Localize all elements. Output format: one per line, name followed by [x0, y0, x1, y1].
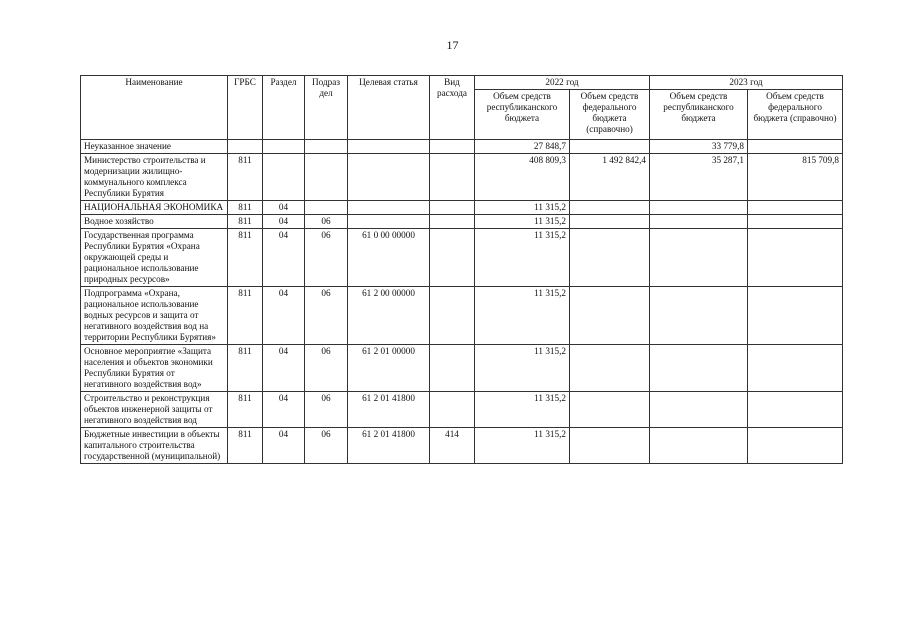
cell-razdel [263, 140, 305, 154]
cell-target [348, 201, 430, 215]
cell-name: Неуказанное значение [81, 140, 228, 154]
cell-target [348, 140, 430, 154]
cell-rep-2022: 11 315,2 [475, 229, 570, 287]
header-rep-budget-2023: Объем средств республиканского бюджета [650, 90, 748, 140]
cell-grbs: 811 [228, 287, 263, 345]
cell-podrazdel: 06 [305, 287, 348, 345]
header-year-2023: 2023 год [650, 76, 843, 90]
table-row [81, 201, 843, 215]
table-row [81, 392, 843, 428]
header-grbs: ГРБС [228, 76, 263, 140]
cell-fed-2022 [570, 201, 650, 215]
cell-rep-2022: 11 315,2 [475, 428, 570, 464]
cell-fed-2022 [570, 428, 650, 464]
cell-razdel: 04 [263, 201, 305, 215]
cell-rep-2022: 11 315,2 [475, 287, 570, 345]
cell-rep-2023 [650, 215, 748, 229]
cell-rep-2022: 408 809,3 [475, 154, 570, 201]
cell-target: 61 2 00 00000 [348, 287, 430, 345]
header-fed-budget-2022: Объем средств федерального бюджета (справочно) [570, 90, 650, 140]
header-name: Наименование [81, 76, 228, 140]
cell-name: Бюджетные инвестиции в объекты капитального строительства государственной (муниципальной) [81, 428, 228, 464]
cell-fed-2022 [570, 345, 650, 392]
cell-target: 61 0 00 00000 [348, 229, 430, 287]
cell-fed-2022 [570, 140, 650, 154]
cell-grbs: 811 [228, 201, 263, 215]
table-row [81, 345, 843, 392]
header-rep-budget-2022: Объем средств республиканского бюджета [475, 90, 570, 140]
cell-rep-2023 [650, 345, 748, 392]
cell-name: Строительство и реконструкция объектов инженерной защиты от негативного воздействия вод [81, 392, 228, 428]
cell-rep-2023 [650, 229, 748, 287]
cell-razdel: 04 [263, 215, 305, 229]
header-target: Целевая статья [348, 76, 430, 140]
table-row [81, 215, 843, 229]
cell-podrazdel: 06 [305, 428, 348, 464]
cell-target: 61 2 01 41800 [348, 392, 430, 428]
cell-razdel: 04 [263, 345, 305, 392]
cell-vid [430, 140, 475, 154]
cell-vid [430, 215, 475, 229]
cell-name: НАЦИОНАЛЬНАЯ ЭКОНОМИКА [81, 201, 228, 215]
cell-grbs: 811 [228, 154, 263, 201]
cell-podrazdel [305, 140, 348, 154]
cell-razdel: 04 [263, 392, 305, 428]
cell-target: 61 2 01 41800 [348, 428, 430, 464]
table-row [81, 428, 843, 464]
cell-podrazdel: 06 [305, 345, 348, 392]
cell-vid [430, 154, 475, 201]
header-vid: Вид расхода [430, 76, 475, 140]
cell-fed-2023 [748, 345, 843, 392]
cell-fed-2023 [748, 140, 843, 154]
cell-grbs: 811 [228, 215, 263, 229]
cell-fed-2022: 1 492 842,4 [570, 154, 650, 201]
cell-fed-2023 [748, 215, 843, 229]
cell-grbs: 811 [228, 392, 263, 428]
cell-rep-2023: 33 779,8 [650, 140, 748, 154]
cell-name: Водное хозяйство [81, 215, 228, 229]
cell-fed-2022 [570, 229, 650, 287]
cell-rep-2022: 11 315,2 [475, 392, 570, 428]
cell-razdel: 04 [263, 428, 305, 464]
cell-target [348, 215, 430, 229]
header-podrazdel: Подраз дел [305, 76, 348, 140]
cell-name: Государственная программа Республики Бурятия «Охрана окружающей среды и рациональное использование природных ресурсов» [81, 229, 228, 287]
cell-name: Министерство строительства и модернизации жилищно-коммунального комплекса Республики Бурятия [81, 154, 228, 201]
cell-razdel: 04 [263, 287, 305, 345]
cell-grbs: 811 [228, 428, 263, 464]
cell-fed-2023 [748, 428, 843, 464]
cell-rep-2023 [650, 392, 748, 428]
cell-vid [430, 201, 475, 215]
cell-podrazdel: 06 [305, 229, 348, 287]
cell-rep-2023 [650, 287, 748, 345]
cell-vid [430, 345, 475, 392]
cell-fed-2023 [748, 229, 843, 287]
cell-grbs [228, 140, 263, 154]
cell-vid [430, 229, 475, 287]
cell-fed-2023: 815 709,8 [748, 154, 843, 201]
cell-name: Подпрограмма «Охрана, рациональное использование водных ресурсов и защита от негативного воздействия вод на территории Республики Бурятия» [81, 287, 228, 345]
header-razdel: Раздел [263, 76, 305, 140]
cell-name: Основное мероприятие «Защита населения и объектов экономики Республики Бурятия от негативного воздействия вод» [81, 345, 228, 392]
cell-fed-2023 [748, 287, 843, 345]
cell-podrazdel [305, 201, 348, 215]
cell-rep-2022: 11 315,2 [475, 201, 570, 215]
cell-rep-2023 [650, 428, 748, 464]
cell-vid [430, 392, 475, 428]
cell-fed-2022 [570, 215, 650, 229]
header-year-2022: 2022 год [475, 76, 650, 90]
cell-razdel: 04 [263, 229, 305, 287]
cell-grbs: 811 [228, 345, 263, 392]
cell-vid: 414 [430, 428, 475, 464]
cell-podrazdel [305, 154, 348, 201]
cell-fed-2023 [748, 392, 843, 428]
table-row [81, 229, 843, 287]
table-row [81, 154, 843, 201]
table-row [81, 287, 843, 345]
cell-razdel [263, 154, 305, 201]
page-number: 17 [446, 38, 459, 52]
table-row [81, 140, 843, 154]
cell-podrazdel: 06 [305, 215, 348, 229]
cell-target: 61 2 01 00000 [348, 345, 430, 392]
cell-fed-2022 [570, 287, 650, 345]
cell-rep-2022: 27 848,7 [475, 140, 570, 154]
cell-rep-2023: 35 287,1 [650, 154, 748, 201]
cell-vid [430, 287, 475, 345]
cell-fed-2022 [570, 392, 650, 428]
cell-rep-2022: 11 315,2 [475, 215, 570, 229]
cell-fed-2023 [748, 201, 843, 215]
header-fed-budget-2023: Объем средств федерального бюджета (справочно) [748, 90, 843, 140]
cell-rep-2022: 11 315,2 [475, 345, 570, 392]
cell-rep-2023 [650, 201, 748, 215]
cell-grbs: 811 [228, 229, 263, 287]
cell-target [348, 154, 430, 201]
cell-podrazdel: 06 [305, 392, 348, 428]
budget-table [80, 75, 843, 464]
